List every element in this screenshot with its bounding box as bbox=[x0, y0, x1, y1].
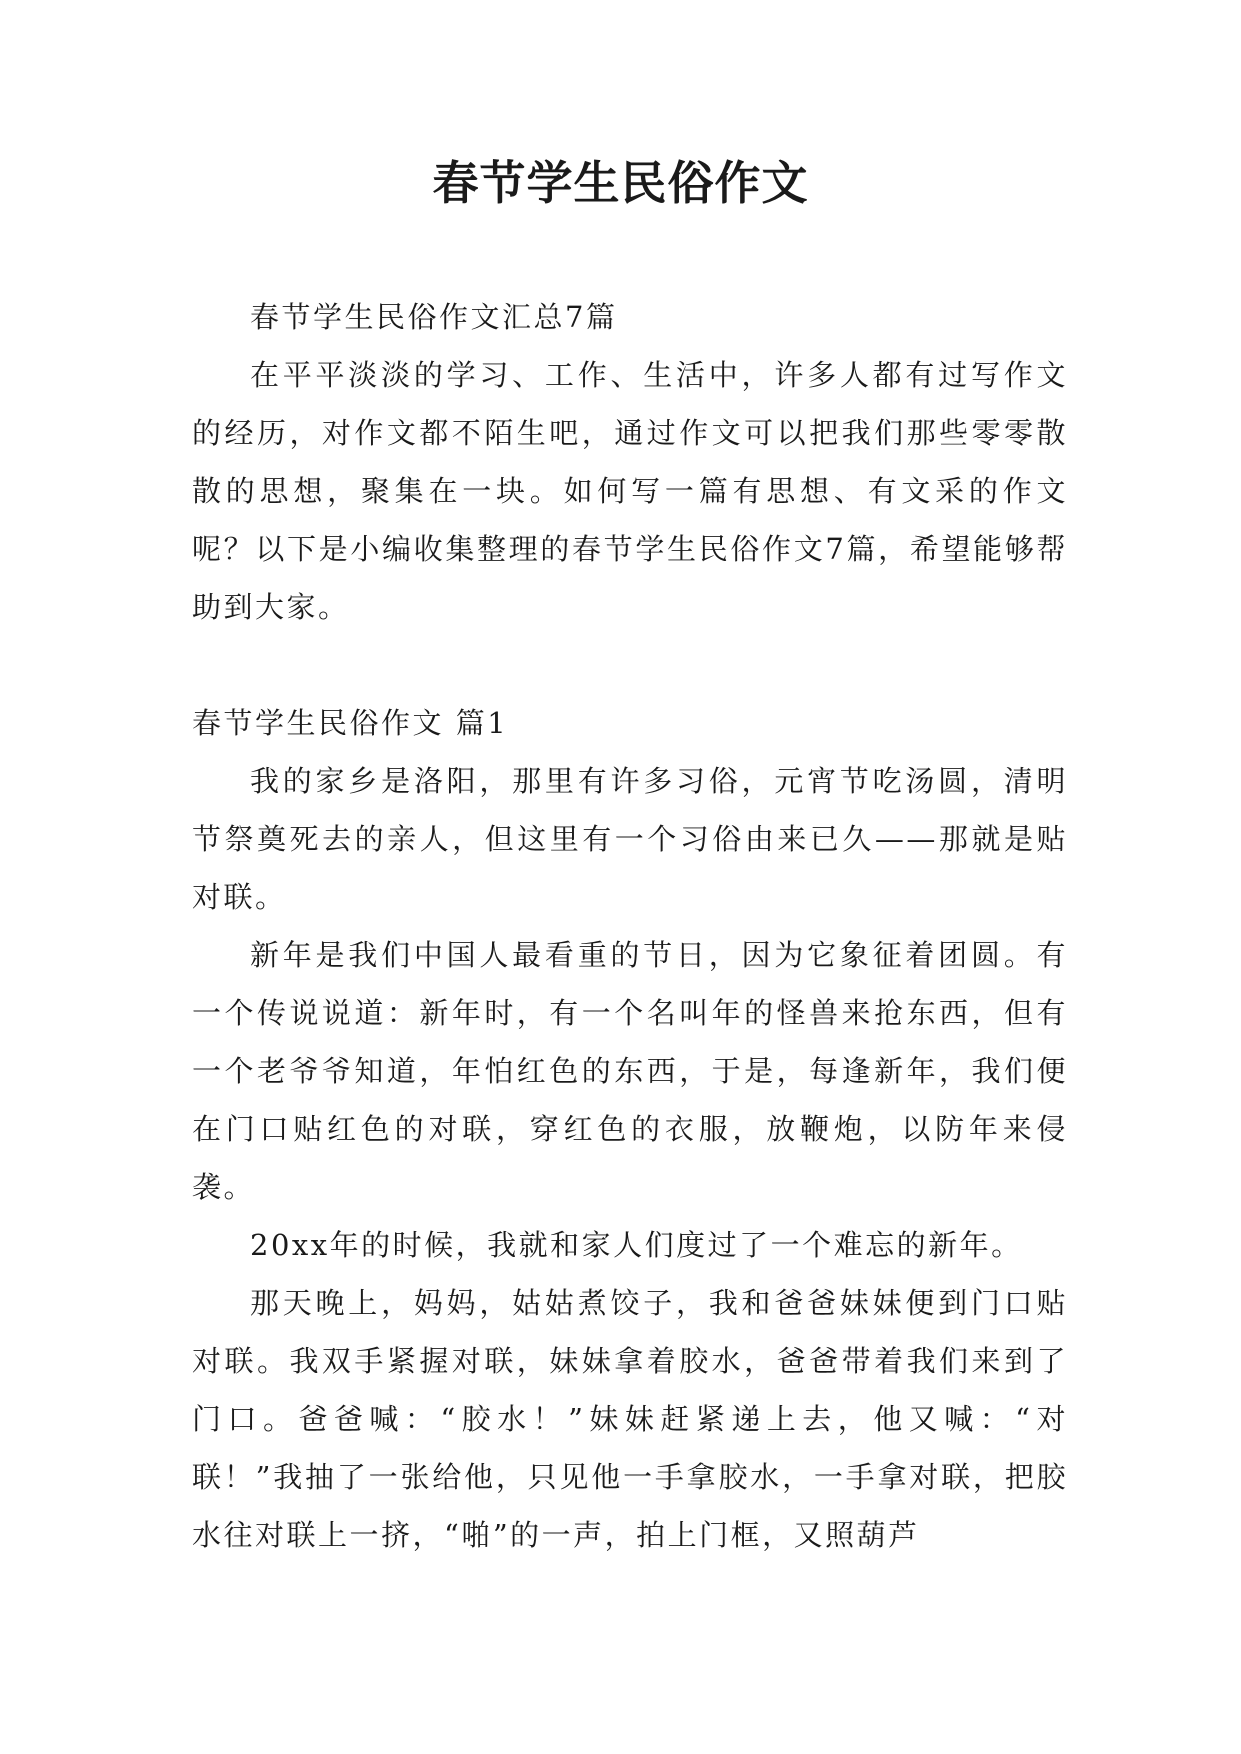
paragraph: 新年是我们中国人最看重的节日，因为它象征着团圆。有一个传说说道：新年时，有一个名叫年的怪兽来抢东西，但有一个老爷爷知道，年怕红色的东西，于是，每逢新年，我们便在门口贴红色的对联，穿红色的衣服，放鞭炮，以防年来侵袭。 bbox=[192, 938, 1068, 1204]
paragraph: 我的家乡是洛阳，那里有许多习俗，元宵节吃汤圆，清明节祭奠死去的亲人，但这里有一个习俗由来已久——那就是贴对联。 bbox=[192, 764, 1068, 914]
paragraph: 那天晚上，妈妈，姑姑煮饺子，我和爸爸妹妹便到门口贴对联。我双手紧握对联，妹妹拿着胶水，爸爸带着我们来到了门口。爸爸喊：“胶水！”妹妹赶紧递上去，他又喊：“对联！”我抽了一张给他，只见他一手拿胶水，一手拿对联，把胶水往对联上一挤，“啪”的一声，拍上门框，又照葫芦 bbox=[192, 1286, 1068, 1552]
intro-paragraph: 在平平淡淡的学习、工作、生活中，许多人都有过写作文的经历，对作文都不陌生吧，通过作文可以把我们那些零零散散的思想，聚集在一块。如何写一篇有思想、有文采的作文呢？以下是小编收集整理的春节学生民俗作文7篇，希望能够帮助到大家。 bbox=[192, 358, 1068, 624]
document-body bbox=[192, 288, 1068, 1564]
section-heading: 春节学生民俗作文 篇1 bbox=[192, 706, 509, 740]
document-title: 春节学生民俗作文 bbox=[432, 156, 809, 210]
paragraph: 20xx年的时候，我就和家人们度过了一个难忘的新年。 bbox=[250, 1228, 1023, 1262]
subtitle: 春节学生民俗作文汇总7篇 bbox=[250, 300, 618, 334]
